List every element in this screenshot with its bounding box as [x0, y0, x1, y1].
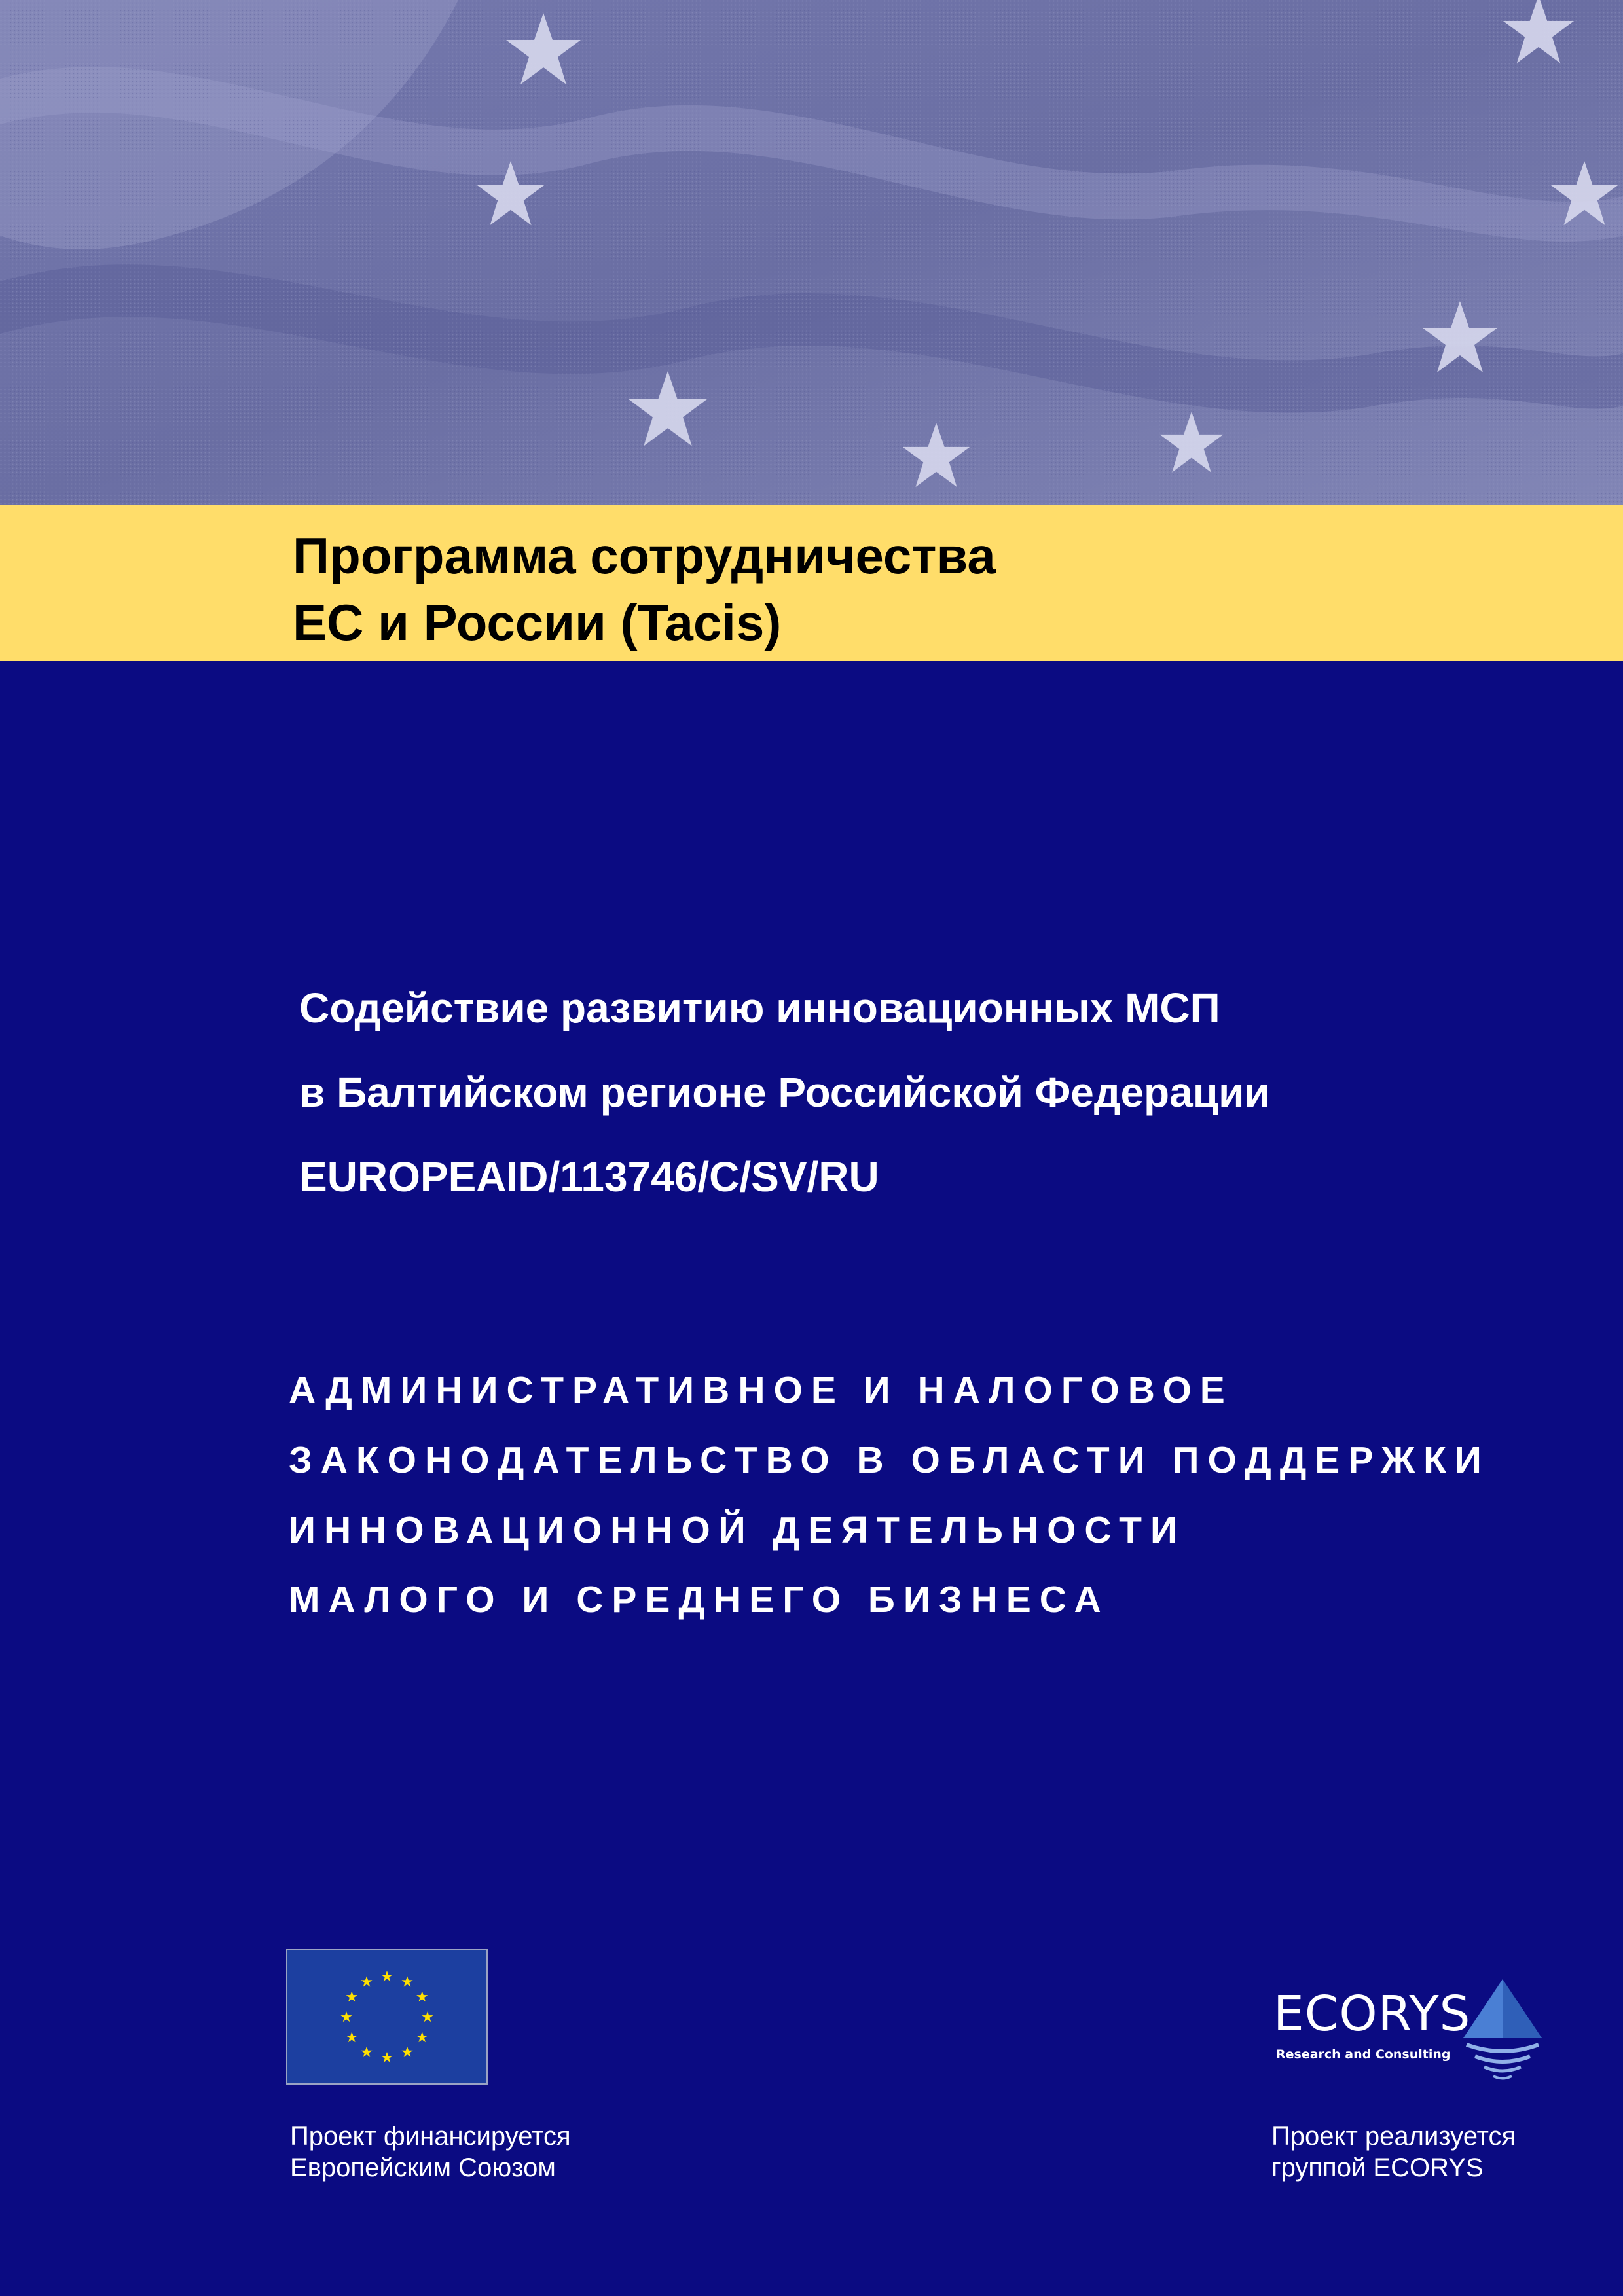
star-icon	[361, 2047, 372, 2057]
document-title-line-3: ИННОВАЦИОННОЙ ДЕЯТЕЛЬНОСТИ	[289, 1509, 1186, 1551]
star-icon	[401, 2047, 412, 2057]
ecorys-logo-icon	[1273, 1977, 1542, 2088]
star-icon	[346, 2032, 357, 2042]
star-icon	[416, 2032, 428, 2042]
program-title-line-1: Программа сотрудничества	[293, 527, 996, 584]
ecorys-triangle-icon	[1463, 1979, 1542, 2087]
star-icon	[346, 1991, 357, 2001]
eu-caption-line-2: Европейским Союзом	[290, 2153, 556, 2182]
star-icon	[416, 1991, 428, 2001]
ecorys-implementation-caption	[1271, 2121, 1516, 2183]
eu-caption-line-1: Проект финансируется	[290, 2122, 571, 2151]
project-title-line-1: Содействие развитию инновационных МСП	[299, 984, 1220, 1031]
document-title-line-1: АДМИНИСТРАТИВНОЕ И НАЛОГОВОЕ	[289, 1369, 1233, 1411]
star-icon	[381, 2052, 392, 2062]
eu-funding-caption	[290, 2121, 571, 2183]
star-icon	[401, 1976, 412, 1986]
ecorys-caption-line-2: группой ECORYS	[1271, 2153, 1484, 2182]
program-title-line-2: ЕС и России (Tacis)	[293, 594, 782, 651]
project-code: EUROPEAID/113746/C/SV/RU	[299, 1153, 879, 1200]
star-icon	[361, 1976, 372, 1986]
document-title-line-4: МАЛОГО И СРЕДНЕГО БИЗНЕСА	[289, 1579, 1110, 1621]
ecorys-caption-line-1: Проект реализуется	[1271, 2122, 1516, 2151]
ecorys-logo-name: ECORYS	[1273, 1986, 1471, 2042]
project-title-line-2: в Балтийском регионе Российской Федерации	[299, 1069, 1270, 1116]
eu-flag-icon	[286, 1949, 488, 2085]
flag-banner-image	[0, 0, 1623, 505]
ecorys-logo-tagline: Research and Consulting	[1276, 2047, 1451, 2062]
document-title-line-2: ЗАКОНОДАТЕЛЬСТВО В ОБЛАСТИ ПОДДЕРЖКИ	[289, 1439, 1490, 1481]
star-icon	[422, 2011, 433, 2022]
star-icon	[340, 2011, 352, 2022]
star-icon	[381, 1971, 392, 1981]
